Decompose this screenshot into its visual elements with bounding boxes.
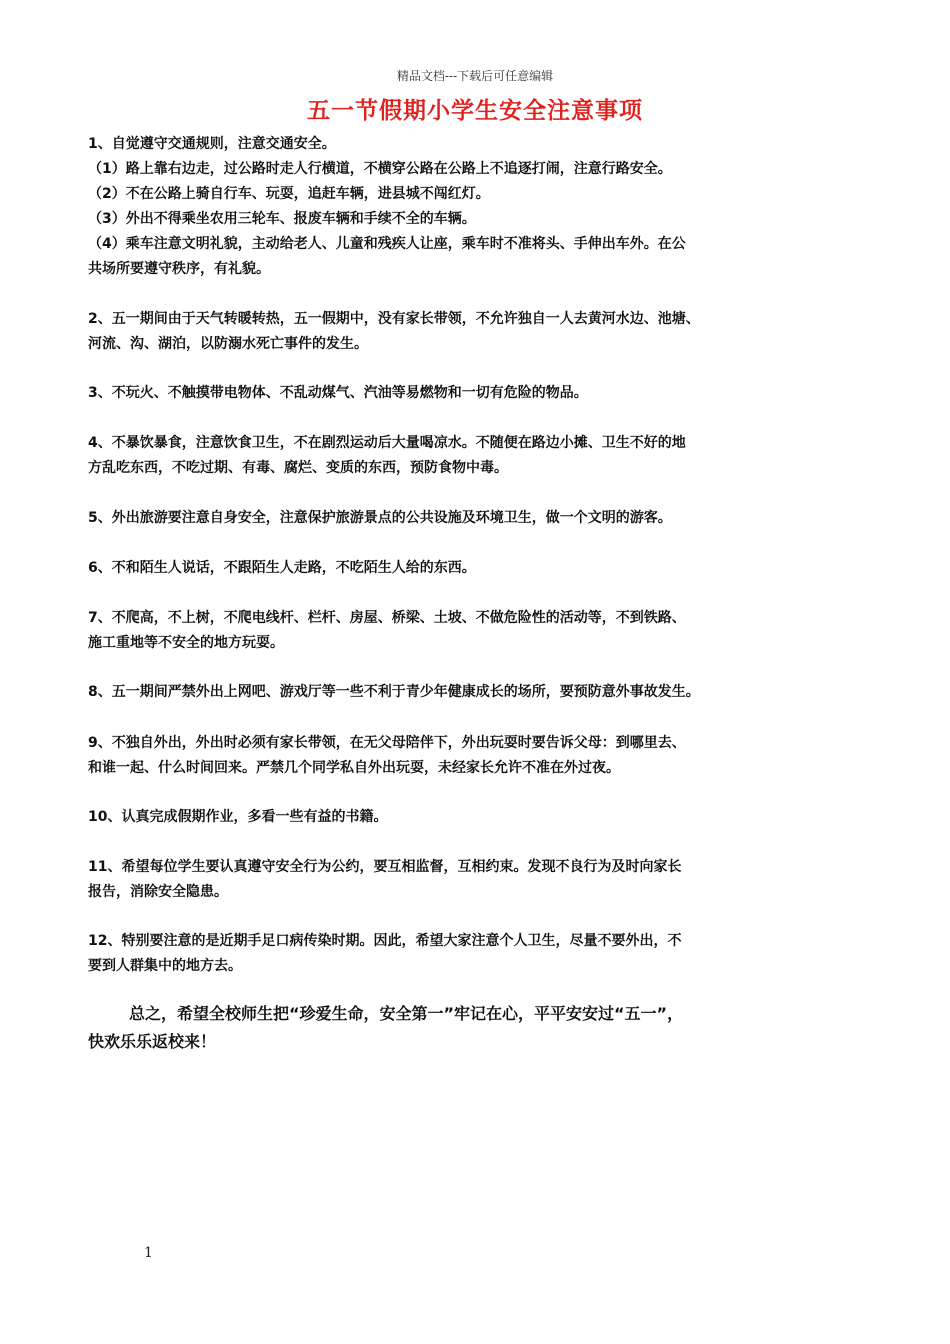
document-title: 五一节假期小学生安全注意事项 bbox=[307, 98, 643, 124]
paragraph-line: 8、五一期间严禁外出上网吧、游戏厅等一些不利于青少年健康成长的场所，要预防意外事故发生。 bbox=[88, 684, 700, 700]
paragraph-3 bbox=[88, 381, 818, 406]
paragraph-line: 2、五一期间由于天气转暖转热，五一假期中，没有家长带领，不允许独自一人去黄河水边、池塘、 bbox=[88, 311, 700, 327]
paragraph-line: 6、不和陌生人说话，不跟陌生人走路，不吃陌生人给的东西。 bbox=[88, 560, 476, 576]
section-1-item-2: （2）不在公路上骑自行车、玩耍，追赶车辆，进县城不闯红灯。 bbox=[88, 186, 490, 202]
paragraph-7 bbox=[88, 606, 818, 656]
paragraph-line: 河流、沟、湖泊，以防溺水死亡事件的发生。 bbox=[88, 336, 368, 352]
paragraph-line: 方乱吃东西，不吃过期、有毒、腐烂、变质的东西，预防食物中毒。 bbox=[88, 460, 508, 476]
paragraph-line: 施工重地等不安全的地方玩耍。 bbox=[88, 635, 284, 651]
paragraph-line: 9、不独自外出，外出时必须有家长带领，在无父母陪伴下，外出玩耍时要告诉父母：到哪里去、 bbox=[88, 735, 686, 751]
paragraph-9 bbox=[88, 731, 818, 781]
closing-line-2: 快欢乐乐返校来！ bbox=[88, 1032, 217, 1051]
closing-paragraph bbox=[88, 1000, 828, 1056]
paragraph-8 bbox=[88, 680, 818, 705]
page-number: 1 bbox=[144, 1245, 153, 1261]
paragraph-6 bbox=[88, 556, 818, 581]
section-1-heading: 1、自觉遵守交通规则，注意交通安全。 bbox=[88, 136, 336, 152]
paragraph-line: 10、认真完成假期作业，多看一些有益的书籍。 bbox=[88, 809, 388, 825]
section-1-item-3: （3）外出不得乘坐农用三轮车、报废车辆和手续不全的车辆。 bbox=[88, 211, 476, 227]
paragraph-line: 5、外出旅游要注意自身安全，注意保护旅游景点的公共设施及环境卫生，做一个文明的游客。 bbox=[88, 510, 672, 526]
paragraph-2 bbox=[88, 307, 818, 357]
paragraph-12 bbox=[88, 929, 818, 979]
section-1-item-4: （4）乘车注意文明礼貌，主动给老人、儿童和残疾人让座，乘车时不准将头、手伸出车外。在公 bbox=[88, 236, 686, 252]
paragraph-line: 7、不爬高，不上树，不爬电线杆、栏杆、房屋、桥梁、土坡、不做危险性的活动等，不到铁路、 bbox=[88, 610, 686, 626]
section-1-item-1: （1）路上靠右边走，过公路时走人行横道，不横穿公路在公路上不追逐打闹，注意行路安全。 bbox=[88, 161, 672, 177]
paragraph-line: 4、不暴饮暴食，注意饮食卫生，不在剧烈运动后大量喝凉水。不随便在路边小摊、卫生不好的地 bbox=[88, 435, 686, 451]
paragraph-10 bbox=[88, 805, 818, 830]
paragraph-line: 报告，消除安全隐患。 bbox=[88, 884, 228, 900]
paragraph-line: 和谁一起、什么时间回来。严禁几个同学私自外出玩耍，未经家长允许不准在外过夜。 bbox=[88, 760, 620, 776]
paragraph-11 bbox=[88, 855, 818, 905]
section-1-item-4-cont: 共场所要遵守秩序，有礼貌。 bbox=[88, 261, 270, 277]
paragraph-line: 12、特别要注意的是近期手足口病传染时期。因此，希望大家注意个人卫生，尽量不要外出，不 bbox=[88, 933, 682, 949]
paragraph-line: 3、不玩火、不触摸带电物体、不乱动煤气、汽油等易燃物和一切有危险的物品。 bbox=[88, 385, 588, 401]
paragraph-line: 11、希望每位学生要认真遵守安全行为公约，要互相监督，互相约束。发现不良行为及时向家长 bbox=[88, 859, 682, 875]
paragraph-5 bbox=[88, 506, 818, 531]
closing-line-1: 总之，希望全校师生把“珍爱生命，安全第一”牢记在心，平平安安过“五一”， bbox=[129, 1004, 684, 1023]
section-1 bbox=[88, 132, 818, 282]
paragraph-4 bbox=[88, 431, 818, 481]
header-note: 精品文档---下载后可任意编辑 bbox=[396, 69, 554, 83]
paragraph-line: 要到人群集中的地方去。 bbox=[88, 958, 242, 974]
